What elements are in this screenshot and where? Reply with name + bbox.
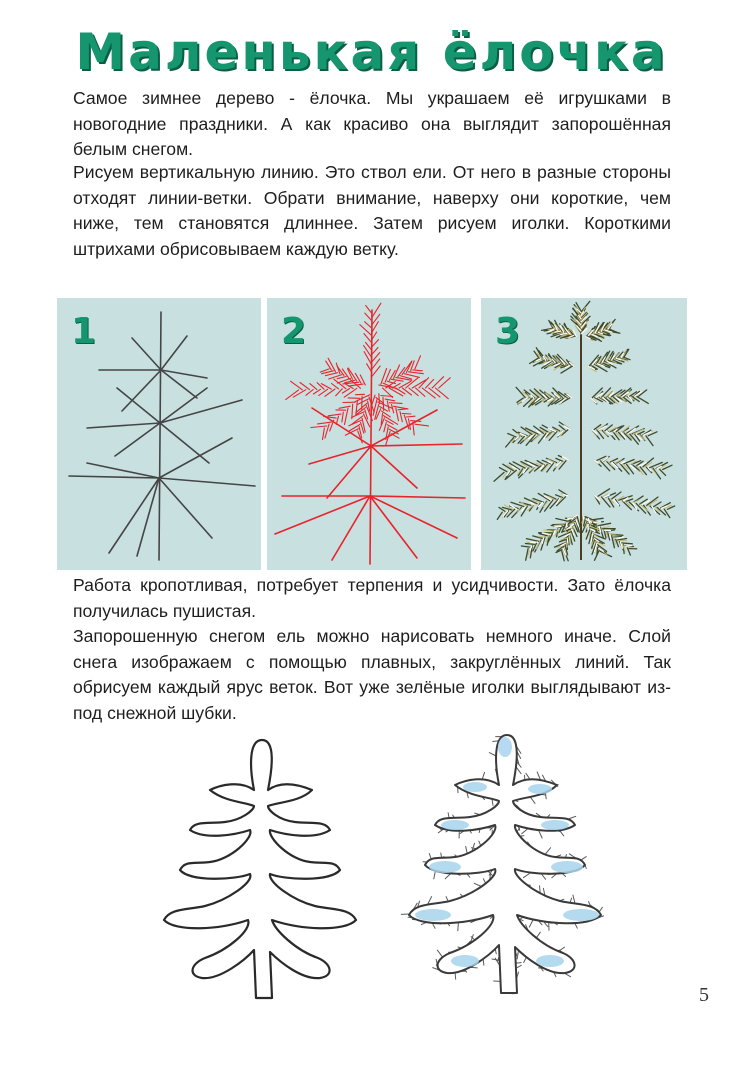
step-3-panel <box>481 298 687 570</box>
step-1-panel <box>57 298 261 570</box>
step-2-panel <box>267 298 471 570</box>
result-paragraph: Работа кропотливая, потребует терпения и усидчивости. Зато ёлочка получилась пушистая. <box>73 575 671 621</box>
page-title: Маленькая ёлочка <box>75 23 668 81</box>
step-number-2: 2 <box>281 311 307 352</box>
step-number-1: 1 <box>71 311 97 352</box>
intro-paragraph: Самое зимнее дерево - ёлочка. Мы украшаем её игрушками в новогодние праздники. А как красиво она выглядит запорошённая белым снегом. <box>73 88 671 160</box>
snow-tree-colored-drawing <box>395 725 625 1005</box>
snow-tree-outline-drawing <box>150 730 380 1005</box>
snow-paragraph: Запорошенную снегом ель можно нарисовать немного иначе. Слой снега изображаем с помощью плавных, закруглённых линий. Так обрисуем каждый ярус веток. Вот уже зелёные иголки выглядывают из-под снежной шубки. <box>73 626 671 723</box>
page-number: 5 <box>699 984 709 1006</box>
instructions-paragraph: Рисуем вертикальную линию. Это ствол ели. От него в разные стороны отходят линии-ветки. Обрати внимание, наверху они короткие, чем ниже, тем становятся длиннее. Затем рисуем иголки. Короткими штрихами обрисовываем каждую ветку. <box>73 162 671 259</box>
step-number-3: 3 <box>495 311 521 352</box>
